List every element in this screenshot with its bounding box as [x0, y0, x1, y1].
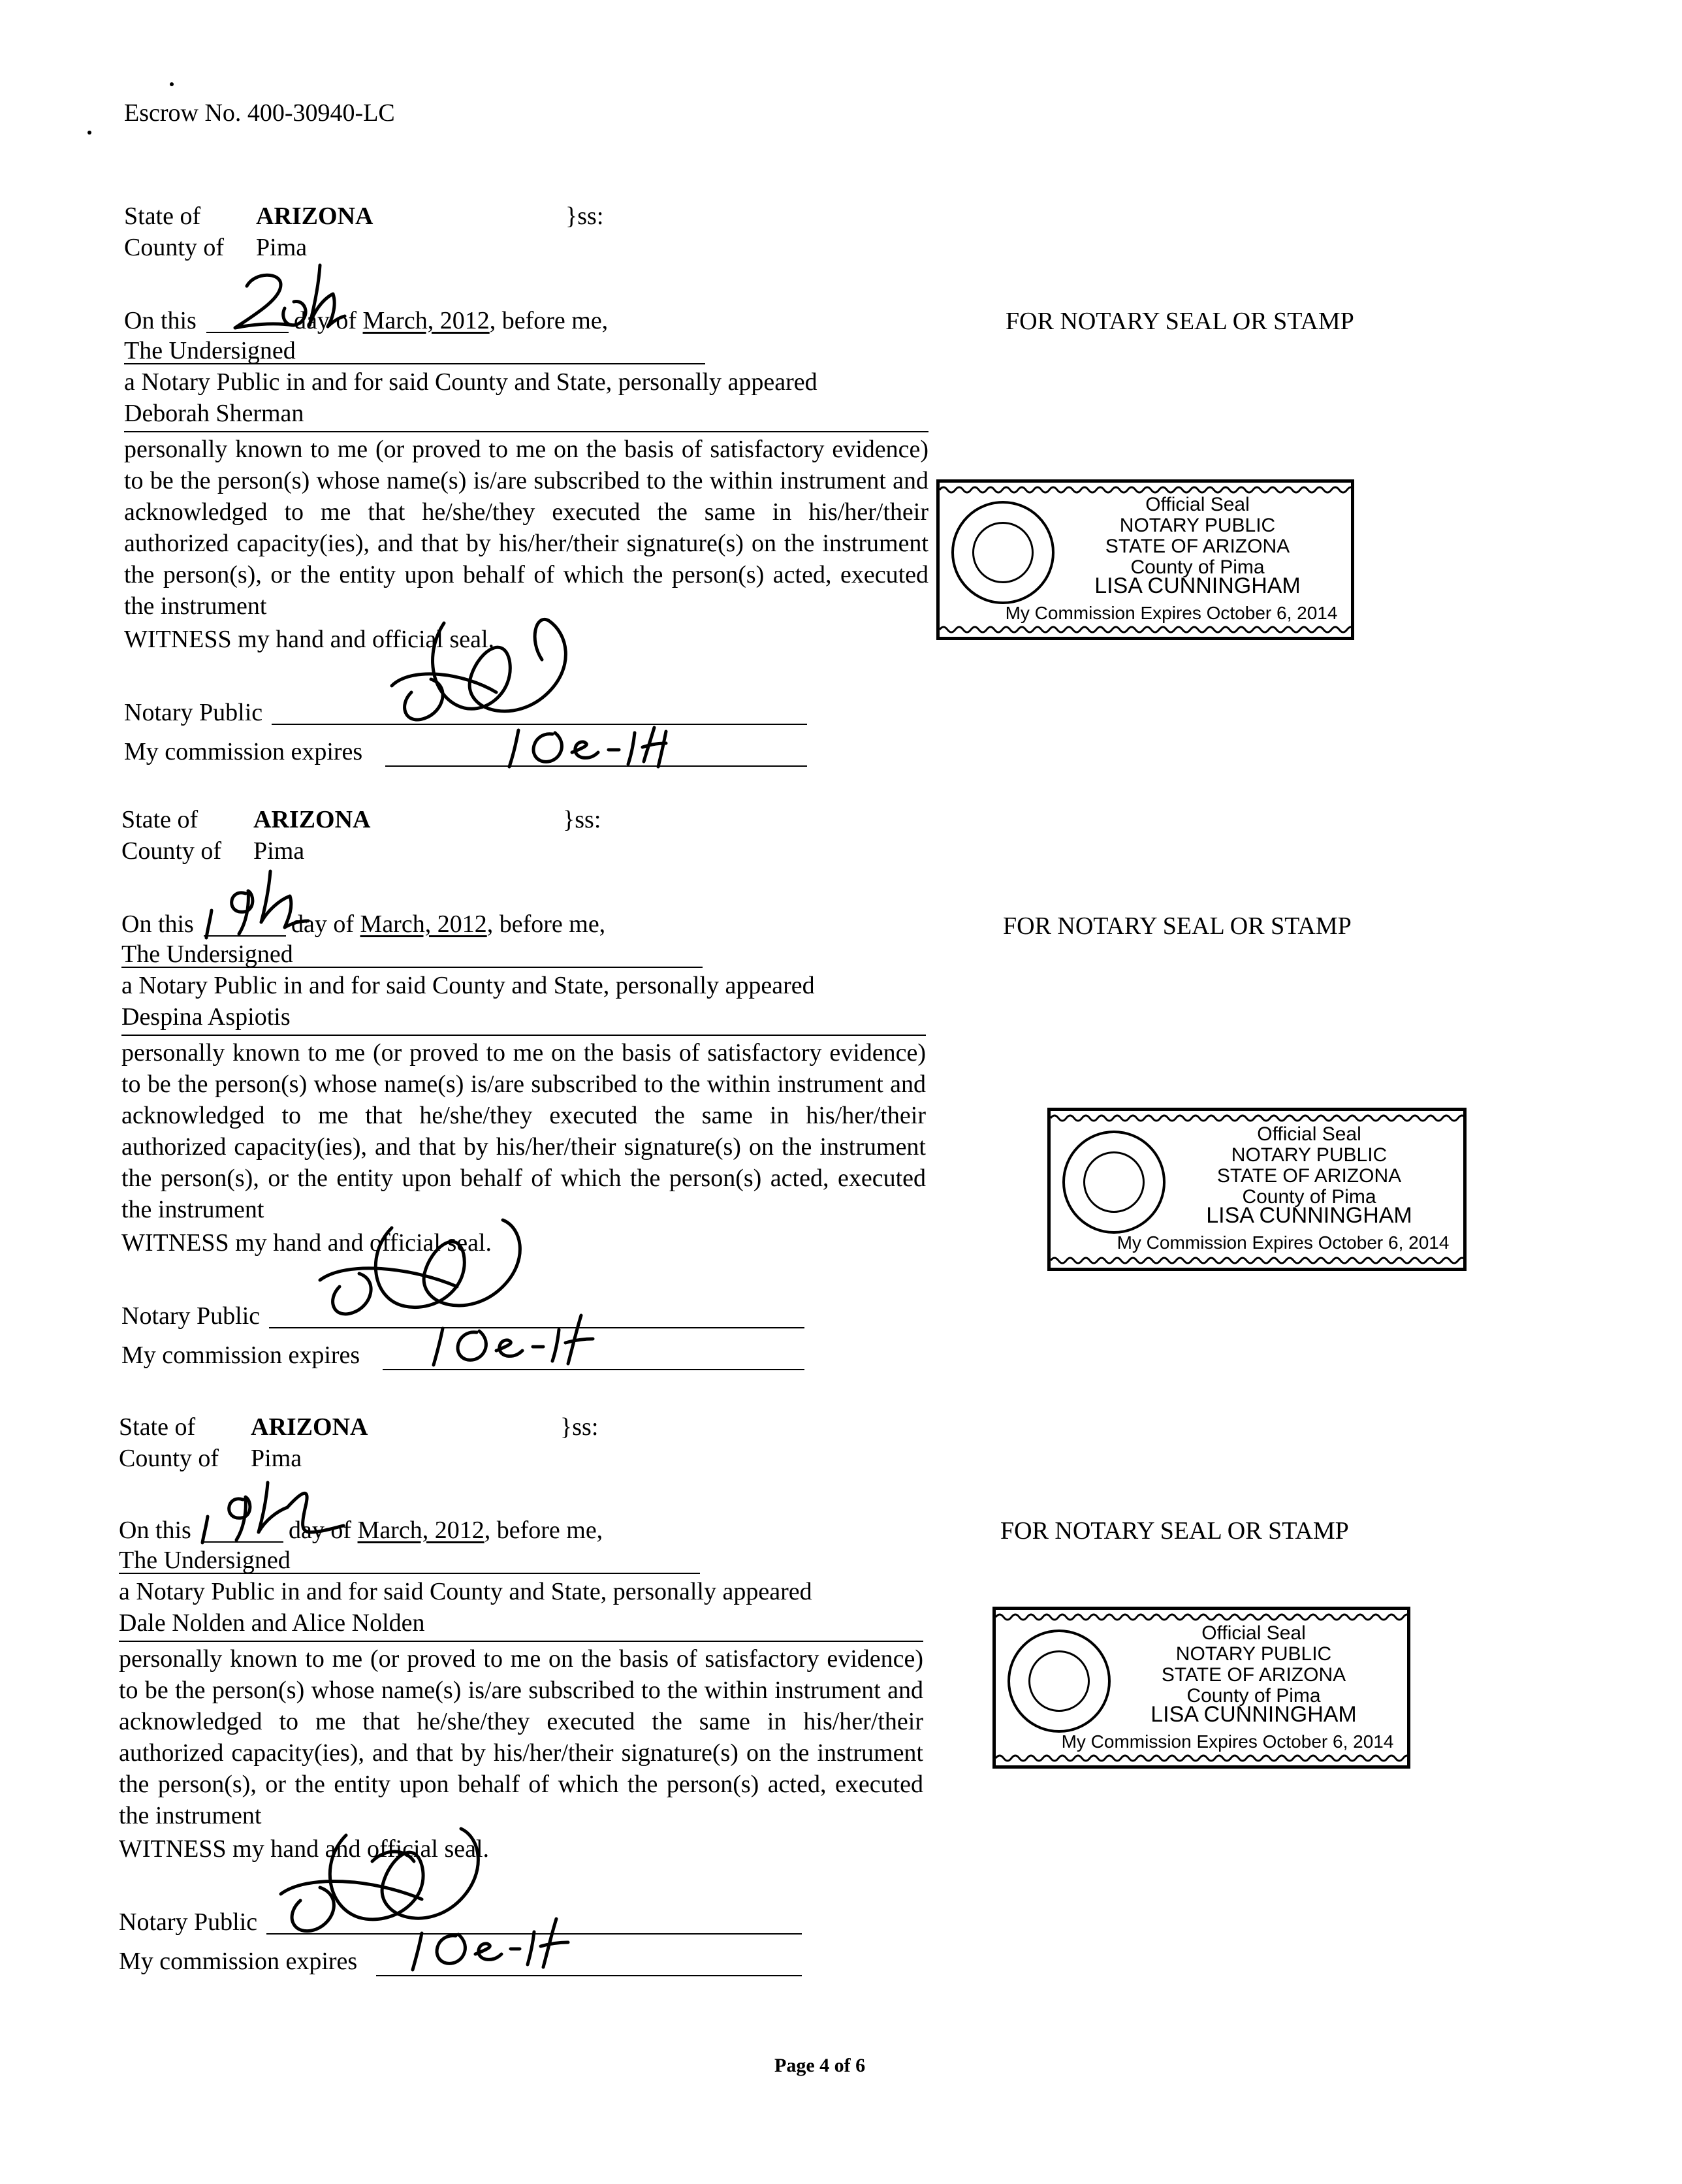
appeared-name: Deborah Sherman: [124, 400, 304, 427]
county-label: County of: [121, 837, 222, 865]
state-label: State of: [119, 1413, 196, 1441]
handwritten-expiration: [431, 1313, 601, 1372]
date-value: March, 2012: [360, 910, 487, 938]
appeared-line: [121, 1035, 926, 1036]
state-value: ARIZONA: [251, 1413, 368, 1441]
state-seal-icon: [1062, 1131, 1166, 1234]
stray-mark: [87, 131, 91, 135]
undersigned: The Undersigned: [121, 940, 293, 968]
acknowledgment-text: personally known to me (or proved to me on the basis of satisfactory evidence) to be the person(s) whose name(s) is/are subscribed to the within instrument and acknowledged to me that he/she/they executed the same in his/her/their authorized capacity(ies), and that by his/her/their signature(s) on the instrument the person(s), or the entity upon behalf of which the person(s) acted, executed the instrument: [124, 436, 928, 620]
undersigned-line: [119, 1573, 700, 1574]
date-value: March, 2012: [357, 1517, 484, 1544]
acknowledgment-text: personally known to me (or proved to me on the basis of satisfactory evidence) to be the person(s) whose name(s) is/are subscribed to the within instrument and acknowledged to me that he/she/they executed the same in his/her/their authorized capacity(ies), and that by his/her/their signature(s) on the instrument the person(s), or the entity upon behalf of which the person(s) acted, executed the instrument: [121, 1039, 926, 1223]
witness-text: WITNESS my hand and official seal.: [124, 626, 495, 653]
appeared-line: [124, 431, 928, 432]
on-this-label: On this: [124, 307, 197, 334]
ss-mark: }ss:: [565, 202, 604, 230]
notary-stamp: Official Seal NOTARY PUBLIC STATE OF ARIZONA County of Pima LISA CUNNINGHAM My Commission Expires October 6, 2014: [936, 479, 1354, 640]
state-seal-icon: [951, 501, 1055, 604]
acknowledgment-text: personally known to me (or proved to me on the basis of satisfactory evidence) to be the person(s) whose name(s) is/are subscribed to the within instrument and acknowledged to me that he/she/they executed the same in his/her/their authorized capacity(ies), and that by his/her/their signature(s) on the instrument the person(s), or the entity upon behalf of which the person(s) acted, executed the instrument: [119, 1645, 923, 1829]
commission-expires-label: My commission expires: [121, 1341, 360, 1369]
escrow-label: Escrow No.: [124, 99, 242, 127]
date-line: day of March, 2012, before me,: [289, 1517, 603, 1544]
page-number: Page 4 of 6: [774, 2055, 866, 2076]
state-seal-icon: [1008, 1630, 1111, 1733]
county-value: Pima: [256, 234, 308, 261]
handwritten-expiration: [507, 718, 676, 771]
seal-heading: FOR NOTARY SEAL OR STAMP: [1003, 912, 1352, 940]
stray-mark: [170, 82, 174, 86]
notary-public-label: Notary Public: [121, 1302, 261, 1330]
county-value: Pima: [253, 837, 305, 865]
state-value: ARIZONA: [256, 202, 373, 230]
ss-mark: }ss:: [563, 806, 601, 833]
date-value: March, 2012: [362, 307, 490, 334]
ss-mark: }ss:: [560, 1413, 599, 1441]
handwritten-expiration: [389, 1914, 585, 1979]
appeared-name: Dale Nolden and Alice Nolden: [119, 1609, 425, 1637]
state-label: State of: [121, 806, 198, 833]
seal-heading: FOR NOTARY SEAL OR STAMP: [1000, 1517, 1349, 1545]
notary-public-label: Notary Public: [124, 699, 263, 726]
appeared-line: [119, 1641, 923, 1642]
notary-appeared-line: a Notary Public in and for said County and State, personally appeared: [124, 368, 817, 396]
notary-stamp: Official Seal NOTARY PUBLIC STATE OF ARIZONA County of Pima LISA CUNNINGHAM My Commission Expires October 6, 2014: [1047, 1108, 1467, 1271]
seal-heading: FOR NOTARY SEAL OR STAMP: [1006, 308, 1354, 335]
date-line: day of March, 2012, before me,: [291, 910, 606, 938]
state-value: ARIZONA: [253, 806, 371, 833]
witness-text: WITNESS my hand and official seal.: [119, 1835, 490, 1863]
county-label: County of: [119, 1445, 219, 1472]
commission-expires-label: My commission expires: [124, 738, 363, 765]
state-label: State of: [124, 202, 201, 230]
commission-expires-label: My commission expires: [119, 1948, 358, 1975]
undersigned-line: [121, 967, 703, 968]
notary-public-label: Notary Public: [119, 1908, 258, 1936]
notary-stamp: Official Seal NOTARY PUBLIC STATE OF ARIZONA County of Pima LISA CUNNINGHAM My Commission Expires October 6, 2014: [992, 1607, 1410, 1769]
appeared-name: Despina Aspiotis: [121, 1003, 291, 1031]
on-this-label: On this: [121, 910, 194, 938]
witness-text: WITNESS my hand and official seal.: [121, 1229, 492, 1257]
county-value: Pima: [251, 1445, 302, 1472]
undersigned-line: [124, 363, 705, 364]
undersigned: The Undersigned: [124, 337, 296, 364]
notary-appeared-line: a Notary Public in and for said County and State, personally appeared: [121, 972, 815, 999]
undersigned: The Undersigned: [119, 1547, 291, 1574]
notary-appeared-line: a Notary Public in and for said County and State, personally appeared: [119, 1578, 812, 1605]
escrow-number: 400-30940-LC: [247, 99, 395, 127]
escrow-number-line: [124, 98, 395, 128]
county-label: County of: [124, 234, 225, 261]
on-this-label: On this: [119, 1517, 191, 1544]
date-line: day of March, 2012, before me,: [294, 307, 609, 334]
